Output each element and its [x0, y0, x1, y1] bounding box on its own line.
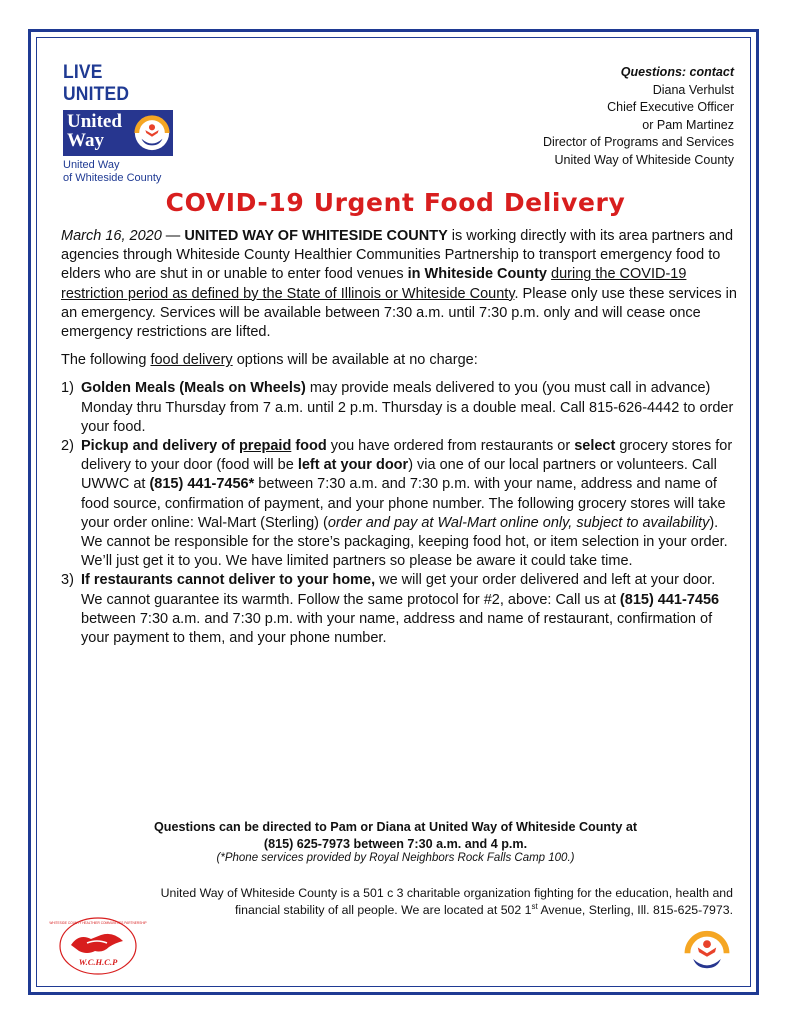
- united-way-box: [63, 110, 173, 156]
- list-item-number: 3): [61, 572, 74, 589]
- footer-org-line-2a: financial stability of all people. We are located at 502 1: [235, 903, 532, 917]
- contact-line: Diana Verhulst: [652, 82, 734, 97]
- footer-org-line-1: United Way of Whiteside County is a 501 c 3 charitable organization fighting for the education, health and: [160, 886, 733, 900]
- contact-block: [543, 64, 734, 169]
- item-2-text-3: ) via one of our local partners or volunteers. Call UWWC at: [81, 457, 717, 493]
- list-item-number: 2): [61, 438, 74, 455]
- live-united-tagline: LIVE UNITED: [63, 62, 130, 105]
- contact-line: Director of Programs and Services: [542, 135, 734, 149]
- item-1-bold: Golden Meals (Meals on Wheels): [81, 380, 306, 397]
- options-underline: food delivery: [150, 352, 233, 369]
- footer-org-sup: st: [531, 901, 538, 911]
- subtitle-line-1: United Way: [63, 159, 120, 171]
- options-pre: The following: [61, 352, 151, 369]
- united-way-subtitle: [63, 159, 181, 185]
- item-2-text-4: between 7:30 a.m. and 7:30 p.m. with your name, address and name of food source, confirmation of payment, and your phone number. The following grocery stores will take your order online: Wal-Mart (Sterling) (: [81, 476, 726, 531]
- item-2-text-2: grocery stores for delivery to your door (food will be: [81, 438, 733, 474]
- item-2-phone: (815) 441-7456*: [149, 476, 255, 493]
- intro-restriction-period: during the COVID-19 restriction period as defined by the State of Illinois or Whiteside County: [61, 266, 687, 302]
- footer-org-line-2: [43, 902, 733, 919]
- united-word: United: [67, 111, 122, 132]
- intro-dash: —: [161, 228, 185, 244]
- wchcp-logo-icon: [49, 915, 147, 977]
- footer-org-statement: [43, 885, 733, 919]
- list-item: [61, 379, 737, 437]
- intro-text-1: is working directly with its area partners and agencies through Whiteside County Healthier Communities Partnership to transport emergency food to elders who are shut in or unable to enter food venues: [61, 228, 734, 283]
- united-way-emblem-icon: [133, 114, 171, 152]
- footer-questions-line-2: (815) 625-7973 between 7:30 a.m. and 4 p.m.: [263, 837, 528, 851]
- wchcp-label: W.C.H.C.P: [78, 957, 118, 967]
- subtitle-line-2: of Whiteside County: [63, 172, 162, 184]
- item-2-italic: order and pay at Wal-Mart online only, subject to availability: [327, 514, 710, 531]
- options-post: options will be available at no charge:: [232, 352, 478, 369]
- list-item: [61, 571, 737, 648]
- item-3-text-1: we will get your order delivered and left at your door. We cannot guarantee its warmth. Follow the same protocol for #2, above: Call us at: [81, 572, 716, 608]
- united-way-box-text: [67, 112, 122, 150]
- footer-questions: [60, 819, 731, 853]
- list-item-number: 1): [61, 380, 74, 397]
- item-1-text: may provide meals delivered to you (you must call in advance) Monday thru Thursday from 7 a.m. until 2 p.m. Thursday is a double meal. Call 815-626-4442 to order your food.: [81, 380, 734, 435]
- intro-org: UNITED WAY OF WHITESIDE COUNTY: [184, 228, 448, 244]
- united-way-bottom-emblem-icon: [684, 928, 730, 974]
- united-way-logo: [63, 62, 181, 185]
- item-2-text-1: you have ordered from restaurants or: [326, 438, 575, 455]
- item-3-phone: (815) 441-7456: [619, 591, 720, 608]
- options-list: [61, 379, 737, 648]
- item-2-select: select: [574, 438, 616, 455]
- item-3-text-2: between 7:30 a.m. and 7:30 p.m. with your name, address and name of restaurant, confirmation of your payment to them, and your phone number.: [81, 610, 713, 647]
- footer-questions-line-1: Questions can be directed to Pam or Diana at United Way of Whiteside County at: [153, 820, 638, 834]
- intro-text-2: . Please only use these services in an emergency. Services will be available between 7:30 a.m. until 7:30 p.m. only and will cease once emergency restrictions are lifted.: [61, 285, 737, 341]
- item-2-text-5: ). We cannot be responsible for the store’s packaging, keeping food hot, or item selection in your order. We’ll just get it to you. We have limited partners so please be aware it could take time.: [81, 514, 728, 570]
- wchcp-ring-text: WHITESIDE COUNTY HEALTHIER COMMUNITIES PARTNERSHIP: [49, 921, 147, 925]
- document-title: COVID-19 Urgent Food Delivery: [165, 188, 626, 217]
- intro-county: in Whiteside County: [407, 266, 547, 283]
- contact-line: or Pam Martinez: [642, 117, 734, 132]
- contact-line: Chief Executive Officer: [607, 100, 734, 114]
- item-2-prepaid: prepaid: [238, 438, 292, 455]
- item-2-bold-b: food: [291, 438, 327, 455]
- footer-phone-note: (*Phone services provided by Royal Neighbors Rock Falls Camp 100.): [216, 852, 575, 864]
- item-2-bold-a: Pickup and delivery of: [81, 438, 239, 455]
- intro-date: March 16, 2020: [61, 228, 162, 244]
- intro-paragraph: [61, 227, 737, 342]
- contact-heading: Questions: contact: [620, 65, 734, 79]
- options-intro: [61, 351, 737, 370]
- document-body: [61, 227, 737, 648]
- item-3-bold: If restaurants cannot deliver to your home,: [81, 572, 376, 589]
- item-2-left-at-door: left at your door: [297, 457, 409, 474]
- contact-line: United Way of Whiteside County: [554, 152, 734, 167]
- footer-org-line-2b: Avenue, Sterling, Ill. 815-625-7973.: [537, 903, 733, 917]
- list-item: [61, 437, 737, 571]
- way-word: Way: [67, 130, 104, 151]
